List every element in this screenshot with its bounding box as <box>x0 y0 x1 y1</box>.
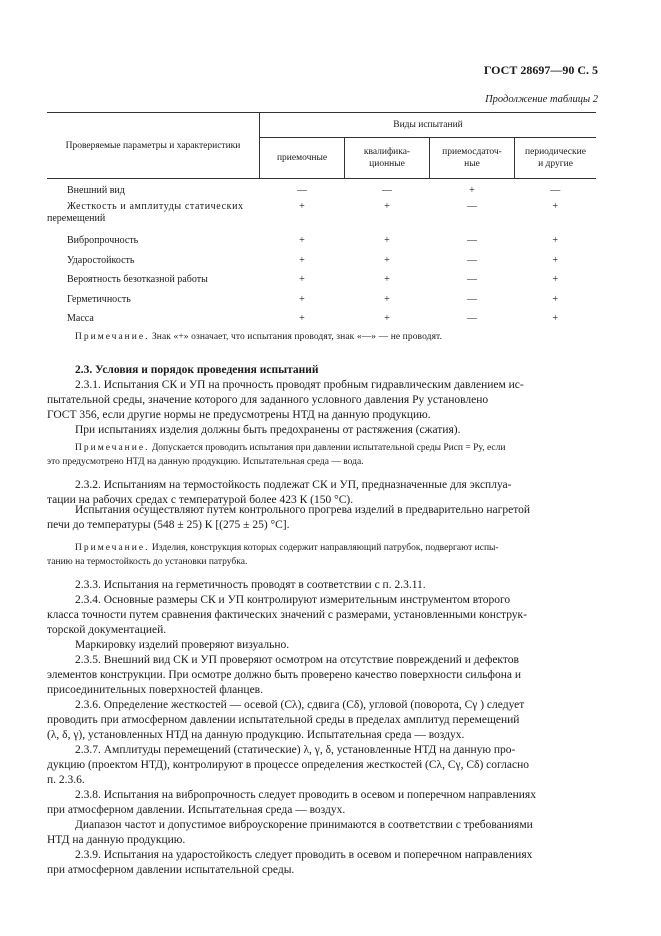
mark-cell: + <box>299 201 305 212</box>
table-row <box>47 179 596 201</box>
mark-cell: — <box>467 293 477 305</box>
paragraph-2-3-7: 2.3.7. Амплитуды перемещений (статические) λ, γ, δ, установленные НТД на данную про- дукцию (проектом НТД), контролируют в процессе определения жесткостей (Cλ, Cγ, Cδ) согласно п. 2.3.6. <box>47 744 530 786</box>
paragraph-2-3-2: 2.3.2. Испытаниям на термостойкость подлежат СК и УП, предназначенные для эксплуа- тации на рабочих средах с температурой более 423 К (150 °С). <box>47 479 512 506</box>
param-name: Жесткость и амплитуды статических перемещений <box>47 201 244 224</box>
param-name: Герметичность <box>67 293 131 305</box>
mark-cell: — <box>382 185 392 196</box>
paragraph-2-3-4: 2.3.4. Основные размеры СК и УП контролируют измерительным инструментом второго класса точности путем сравнения фактических значений с размерами, установленными конструк- торской документацией. <box>47 594 527 636</box>
paragraph-2-3-5: 2.3.5. Внешний вид СК и УП проверяют осмотром на отсутствие повреждений и дефектов элементов конструкции. При осмотре должно быть проверено качество поверхности сильфона и присоединительных поверхностей фланцев. <box>47 654 522 696</box>
table-continuation-label: Продолжение таблицы 2 <box>485 94 598 105</box>
param-name: Ударостойкость <box>67 254 135 266</box>
mark-cell: + <box>552 293 559 305</box>
mark-cell: + <box>469 185 475 196</box>
table-row <box>47 200 596 234</box>
param-name: Вибропрочность <box>67 235 139 246</box>
table-row <box>47 273 596 293</box>
note-2-3-2: Примечание. Изделия, конструкция которых содержит направляющий патрубок, подвергают испы- танию на термостойкость до установки патрубка. <box>47 543 499 567</box>
table-note: Примечание. Знак «+» означает, что испытания проводят, знак «—» — не проводят. <box>75 332 443 342</box>
test-types-group-header: Виды испытаний <box>260 113 597 138</box>
mark-cell: + <box>384 293 390 305</box>
mark-cell: + <box>552 274 559 285</box>
note-2-3-1: Примечание. Допускается проводить испытания при давлении испытательной среды Pисп = Pу, если это предусмотрено НТД на данную продукцию. Испытательная среда — вода. <box>47 443 506 467</box>
mark-cell: + <box>384 274 390 285</box>
paragraph-2-3-1: 2.3.1. Испытания СК и УП на прочность проводят пробным гидравлическим давлением ис- пытательной среды, значение которого для заданного условного давления Pу установлено ГОСТ 356, если другие нормы не предусмотрены НТД на данную продукцию. <box>47 379 524 421</box>
table-row <box>47 312 596 332</box>
mark-cell: + <box>299 293 305 305</box>
param-name: Вероятность безотказной работы <box>67 274 208 285</box>
table-row <box>47 234 596 254</box>
mark-cell: + <box>299 254 305 266</box>
paragraph-2-3-2-cont: Испытания осуществляют путем контрольного прогрева изделий в предварительно нагретой печи до температуры (548 ± 25) К [(275 ± 25) °С]. <box>47 504 530 531</box>
mark-cell: — <box>467 254 477 266</box>
param-name: Масса <box>67 313 94 324</box>
mark-cell: + <box>384 254 390 266</box>
mark-cell: — <box>467 274 477 285</box>
mark-cell: + <box>552 313 559 324</box>
test-types-table <box>47 112 596 332</box>
table-row <box>47 254 596 274</box>
param-name: Внешний вид <box>67 185 125 196</box>
mark-cell: + <box>299 235 305 246</box>
section-title: 2.3. Условия и порядок проведения испытаний <box>75 364 319 376</box>
mark-cell: — <box>297 185 307 196</box>
mark-cell: + <box>384 201 390 212</box>
paragraph-2-3-8: 2.3.8. Испытания на вибропрочность следует проводить в осевом и поперечном направлениях при атмосферном давлении. Испытательная среда — воздух. <box>47 789 536 816</box>
mark-cell: — <box>467 201 477 212</box>
subcol-header: приемосдаточ- ные <box>430 138 515 179</box>
paragraph-2-3-8-cont: Диапазон частот и допустимое виброускорение принимаются в соответствии с требованиями НТД на данную продукцию. <box>47 819 533 846</box>
mark-cell: + <box>552 201 559 212</box>
paragraph-2-3-4-cont: Маркировку изделий проверяют визуально. <box>75 639 290 651</box>
mark-cell: + <box>552 235 559 246</box>
subcol-header: периодические и другие <box>515 138 597 179</box>
param-column-header: Проверяемые параметры и характеристики <box>47 113 260 179</box>
mark-cell: — <box>550 185 561 196</box>
standard-code: ГОСТ 28697—90 С. 5 <box>483 63 598 77</box>
subcol-header: квалифика- ционные <box>345 138 430 179</box>
paragraph-2-3-3: 2.3.3. Испытания на герметичность проводят в соответствии с п. 2.3.11. <box>75 579 426 591</box>
mark-cell: + <box>299 313 305 324</box>
mark-cell: + <box>384 313 390 324</box>
table-row <box>47 293 596 313</box>
subcol-header: приемочные <box>260 138 345 179</box>
mark-cell: — <box>467 313 477 324</box>
paragraph-2-3-6: 2.3.6. Определение жесткостей — осевой (Cλ), сдвига (Cδ), угловой (поворота, Cγ ) следует проводить при атмосферном давлении испытательной среды в пределах амплитуд перемещений (λ, δ, γ), установленных НТД на данную продукцию. Испытательная среда — воздух. <box>47 699 525 741</box>
paragraph-2-3-1-cont: При испытаниях изделия должны быть предохранены от растяжения (сжатия). <box>75 424 461 436</box>
mark-cell: + <box>384 235 390 246</box>
mark-cell: — <box>467 235 477 246</box>
paragraph-2-3-9: 2.3.9. Испытания на ударостойкость следует проводить в осевом и поперечном направлениях при атмосферном давлении испытательной среды. <box>47 849 533 876</box>
mark-cell: + <box>552 254 559 266</box>
mark-cell: + <box>299 274 305 285</box>
